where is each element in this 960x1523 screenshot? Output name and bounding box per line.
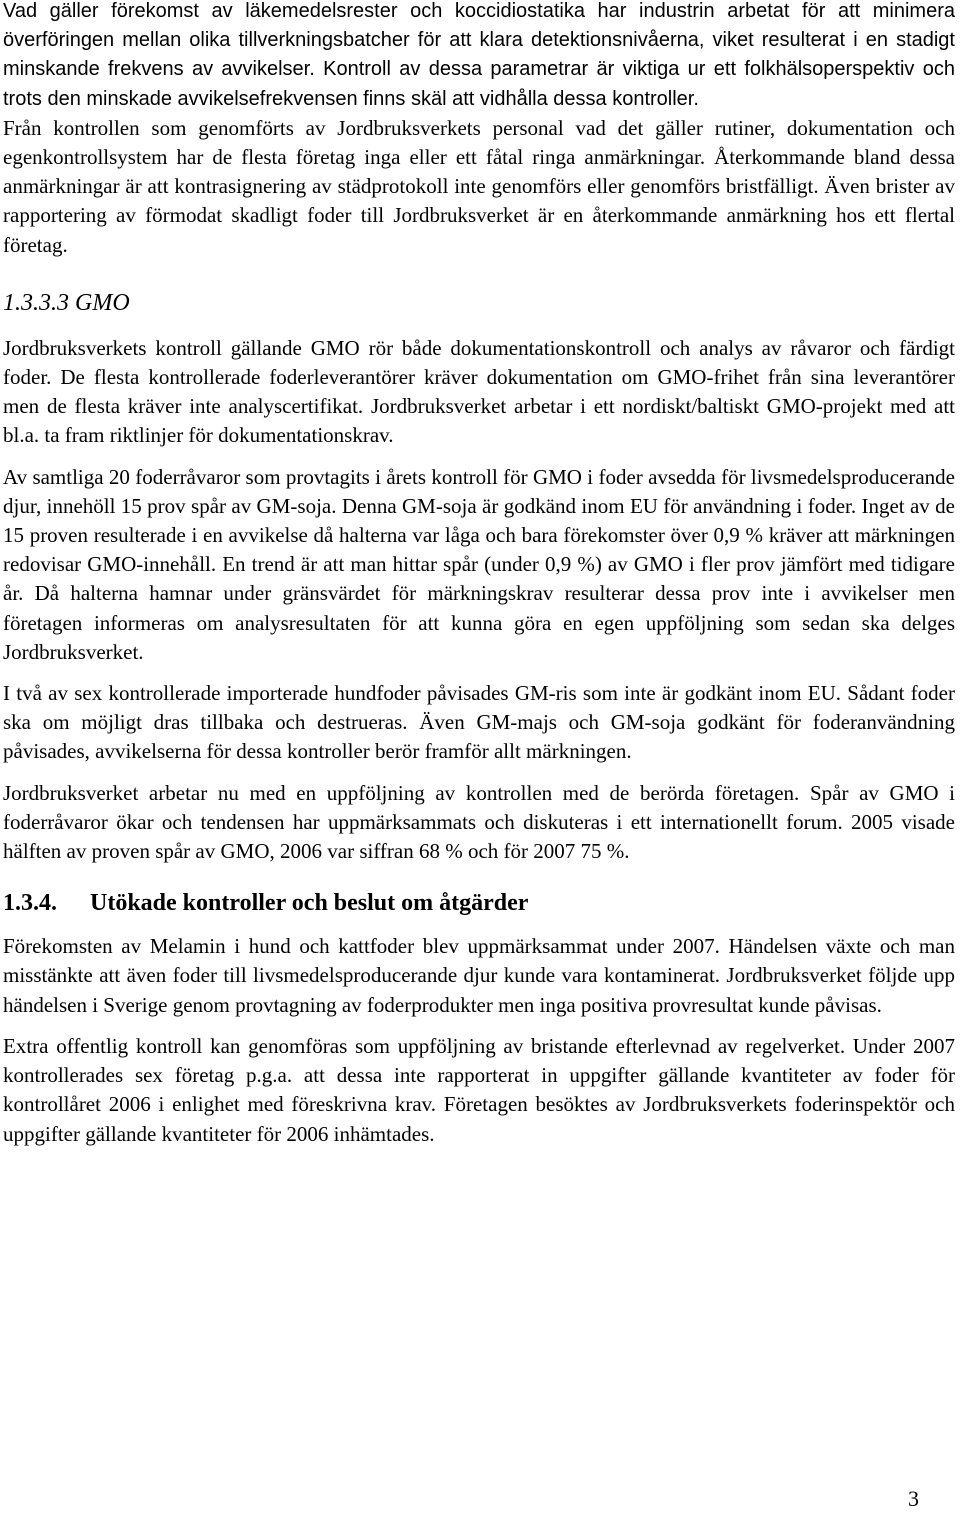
section-title: Utökade kontroller och beslut om åtgärder [90,890,529,917]
page-body [3,0,955,1161]
page-number: 3 [908,1486,919,1511]
paragraph-dog-food: I två av sex kontrollerade importerade hundfoder påvisades GM-ris som inte är godkänt inom EU. Sådant foder ska om möjligt dras tillbaka och destrueras. Även GM-majs och GM-soja godkänt för foderanvändning påvisades, avvikelserna för dessa kontroller berör framför allt märkningen. [3,681,955,764]
paragraph-inspection-findings: Från kontrollen som genomförts av Jordbruksverkets personal vad det gäller rutiner, dokumentation och egenkontrollsystem har de flesta företag inga eller ett fåtal ringa anmärkningar. Återkommande bland dessa anmärkningar är att kontrasignering av städprotokoll inte genomförs eller genomförs bristfälligt. Även brister av rapportering av förmodat skadligt foder till Jordbruksverket är en återkommande anmärkning hos ett flertal företag. [3,115,955,257]
section-number: 1.3.4. [3,890,57,917]
heading-gmo: 1.3.3.3 GMO [3,289,130,316]
paragraph-gmo-control: Jordbruksverkets kontroll gällande GMO rör både dokumentationskontroll och analys av råvaror och färdigt foder. De flesta kontrollerade foderleverantörer kräver dokumentation om GMO-frihet från sina leverantörer men de flesta kräver inte analyscertifikat. Jordbruksverket arbetar i ett nordiskt/baltiskt GMO-projekt med att bl.a. ta fram riktlinjer för dokumentationskrav. [3,335,955,448]
paragraph-drug-residues: Vad gäller förekomst av läkemedelsrester och koccidiostatika har industrin arbetat för att minimera överföringen mellan olika tillverkningsbatcher för att klara detektionsnivåerna, viket resulterat i en stadigt minskande frekvens av avvikelser. Kontroll av dessa parametrar är viktiga ur ett folkhälsoperspektiv och trots den minskade avvikelsefrekvensen finns skäl att vidhålla dessa kontroller. [3,0,955,110]
paragraph-extra-control: Extra offentlig kontroll kan genomföras som uppföljning av bristande efterlevnad av regelverket. Under 2007 kontrollerades sex företag p.g.a. att dessa inte rapporterat in uppgifter gällande kvantiteter av foder för kontrollåret 2006 i enlighet med föreskrivna krav. Företagen besöktes av Jordbruksverkets foderinspektör och uppgifter gällande kvantiteter för 2006 inhämtades. [3,1033,955,1146]
paragraph-gmo-samples: Av samtliga 20 foderråvaror som provtagits i årets kontroll för GMO i foder avsedda för livsmedelsproducerande djur, innehöll 15 prov spår av GM-soja. Denna GM-soja är godkänd inom EU för användning i foder. Inget av de 15 proven resulterade i en avvikelse då halterna var låga och bara förekomster över 0,9 % kräver att märkningen redovisar GMO-innehåll. En trend är att man hittar spår (under 0,9 %) av GMO i fler prov jämfört med tidigare år. Då halterna hamnar under gränsvärdet för märkningskrav resulterar dessa prov inte i avvikelser men företagen informeras om analysresultaten för att kunna göra en egen uppföljning som sedan ska delges Jordbruksverket. [3,464,955,664]
heading-section-1-3-4 [3,888,955,918]
paragraph-follow-up: Jordbruksverket arbetar nu med en uppföljning av kontrollen med de berörda företagen. Spår av GMO i foderråvaror ökar och tendensen har uppmärksammats och diskuteras i ett internationellt forum. 2005 visade hälften av proven spår av GMO, 2006 var siffran 68 % och för 2007 75 %. [3,780,955,864]
paragraph-melamine: Förekomsten av Melamin i hund och kattfoder blev uppmärksammat under 2007. Händelsen växte och man misstänkte att även foder till livsmedelsproducerande djur kunde vara kontaminerat. Jordbruksverket följde upp händelsen i Sverige genom provtagning av foderprodukter men inga positiva provresultat kunde påvisas. [3,934,955,1017]
